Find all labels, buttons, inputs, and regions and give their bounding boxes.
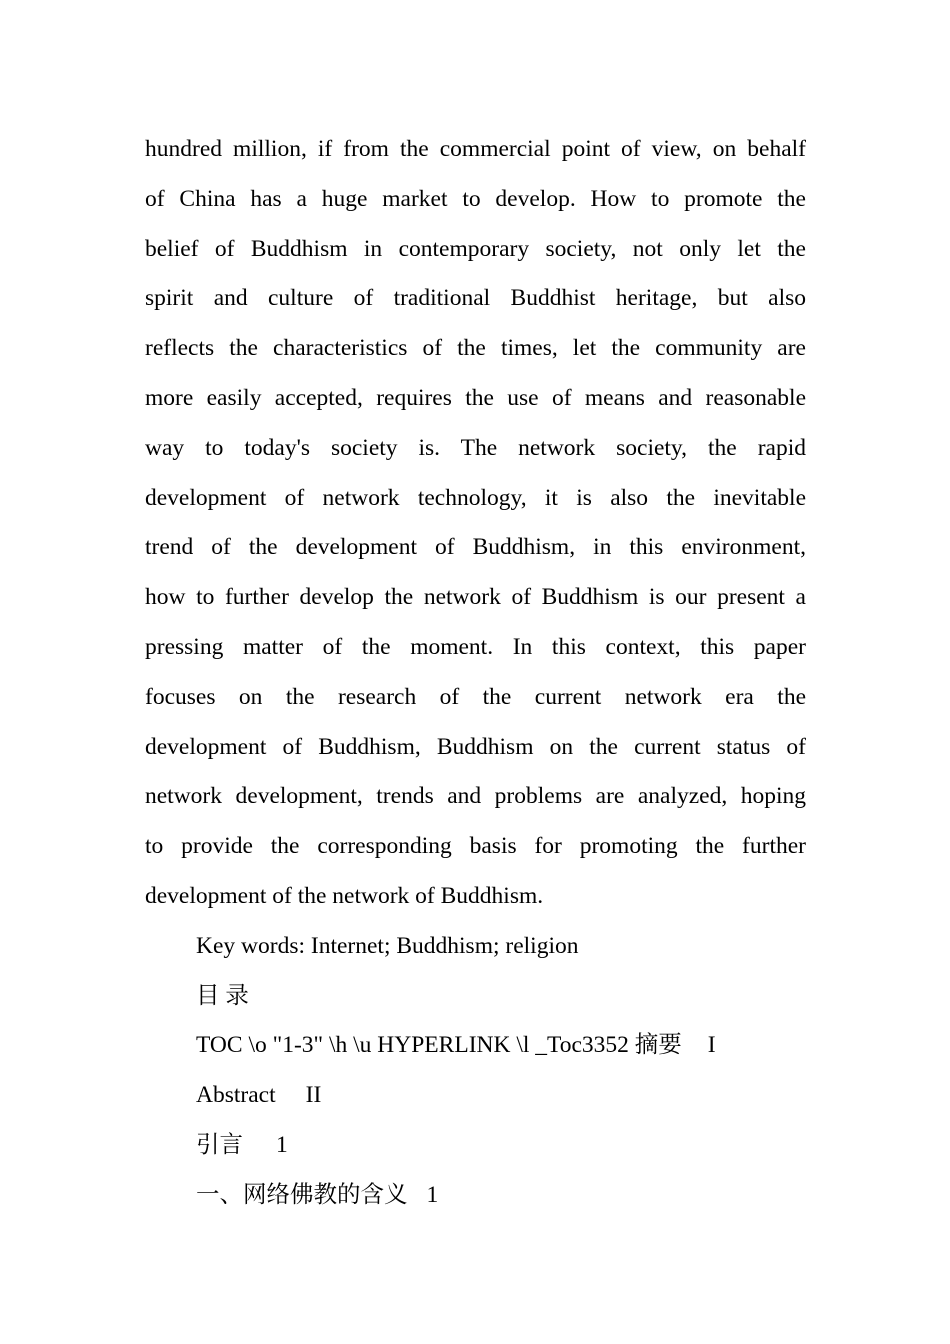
abstract-paragraph [145, 125, 806, 922]
page-content [145, 125, 806, 1221]
abstract-line: belief of Buddhism in contemporary society, not only let the [145, 235, 806, 262]
abstract-line: how to further develop the network of Buddhism is our present a [145, 584, 806, 611]
toc-field-code: TOC \o "1-3" \h \u HYPERLINK \l _Toc3352 摘要 [196, 1032, 682, 1059]
toc-page-number: 1 [276, 1131, 288, 1158]
toc-heading: 目 录 [196, 982, 249, 1009]
abstract-line: reflects the characteristics of the times, let the community are [145, 335, 806, 362]
toc-entry-section-1[interactable] [145, 1171, 806, 1221]
abstract-line: development of Buddhism, Buddhism on the current status of [145, 733, 806, 760]
abstract-line: trend of the development of Buddhism, in this environment, [145, 534, 806, 561]
abstract-line: pressing matter of the moment. In this context, this paper [145, 633, 806, 660]
toc-page-number: I [707, 1032, 716, 1059]
toc-entry-title: Abstract [196, 1082, 276, 1109]
abstract-line: more easily accepted, requires the use of means and reasonable [145, 384, 806, 411]
toc-entry-introduction[interactable] [145, 1121, 806, 1171]
toc-page-number: II [305, 1082, 322, 1109]
abstract-line: way to today's society is. The network society, the rapid [145, 434, 806, 461]
abstract-line: spirit and culture of traditional Buddhist heritage, but also [145, 285, 806, 312]
abstract-line: focuses on the research of the current network era the [145, 683, 806, 710]
abstract-line: hundred million, if from the commercial point of view, on behalf [145, 136, 806, 162]
abstract-line: development of network technology, it is also the inevitable [145, 484, 806, 511]
toc-entry-abstract[interactable] [145, 1071, 806, 1121]
abstract-line: of China has a huge market to develop. How to promote the [145, 185, 806, 212]
abstract-line: to provide the corresponding basis for promoting the further [145, 833, 806, 860]
abstract-line: network development, trends and problems are analyzed, hoping [145, 783, 806, 810]
toc-page-number: 1 [426, 1181, 439, 1208]
toc-entry-title: 一、网络佛教的含义 [196, 1181, 408, 1208]
toc-entry-abstract-zh[interactable] [145, 1021, 806, 1071]
keywords: Key words: Internet; Buddhism; religion [196, 932, 579, 959]
abstract-line: development of the network of Buddhism. [145, 882, 544, 909]
toc-entry-title: 引言 [196, 1131, 243, 1158]
